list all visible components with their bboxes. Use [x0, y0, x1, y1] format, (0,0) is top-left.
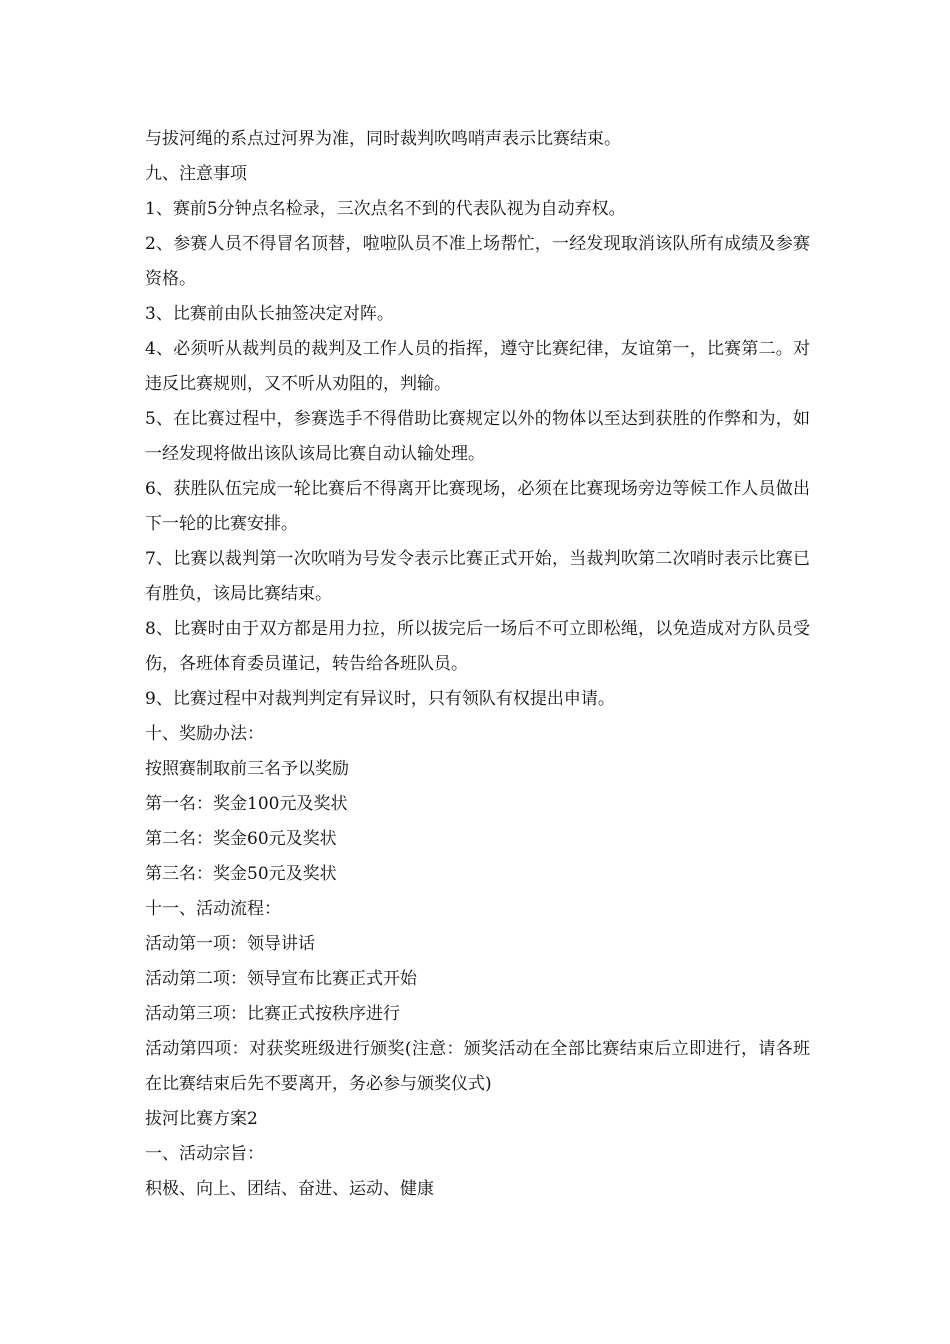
process-step-2: 活动第二项：领导宣布比赛正式开始 — [145, 969, 417, 989]
section-heading-purpose: 一、活动宗旨： — [145, 1144, 264, 1164]
note-item-5: 5、在比赛过程中，参赛选手不得借助比赛规定以外的物体以至达到获胜的作弊和为，如一经发现将做出该队该局比赛自动认输处理。 — [145, 409, 810, 464]
document-body — [145, 122, 810, 1207]
paragraph-rule-end-note: 与拔河绳的系点过河界为准，同时裁判吹鸣哨声表示比赛结束。 — [145, 129, 621, 149]
process-step-3: 活动第三项：比赛正式按秩序进行 — [145, 1004, 400, 1024]
note-item-7: 7、比赛以裁判第一次吹哨为号发令表示比赛正式开始，当裁判吹第二次哨时表示比赛已有胜负，该局比赛结束。 — [145, 549, 810, 604]
process-step-4: 活动第四项：对获奖班级进行颁奖(注意：颁奖活动在全部比赛结束后立即进行，请各班在比赛结束后先不要离开，务必参与颁奖仪式) — [145, 1039, 810, 1094]
section-heading-process: 十一、活动流程： — [145, 899, 281, 919]
process-step-1: 活动第一项：领导讲话 — [145, 934, 315, 954]
note-item-2: 2、参赛人员不得冒名顶替，啦啦队员不准上场帮忙，一经发现取消该队所有成绩及参赛资格。 — [145, 234, 810, 289]
section-heading-rewards: 十、奖励办法： — [145, 724, 264, 744]
purpose-text: 积极、向上、团结、奋进、运动、健康 — [145, 1179, 434, 1199]
note-item-6: 6、获胜队伍完成一轮比赛后不得离开比赛现场，必须在比赛现场旁边等候工作人员做出下一轮的比赛安排。 — [145, 479, 810, 534]
reward-second-place: 第二名：奖金60元及奖状 — [145, 829, 337, 849]
note-item-9: 9、比赛过程中对裁判判定有异议时，只有领队有权提出申请。 — [145, 689, 615, 709]
rewards-intro: 按照赛制取前三名予以奖励 — [145, 759, 349, 779]
note-item-4: 4、必须听从裁判员的裁判及工作人员的指挥，遵守比赛纪律，友谊第一，比赛第二。对违反比赛规则，又不听从劝阻的，判输。 — [145, 339, 810, 394]
plan-2-title: 拔河比赛方案2 — [145, 1109, 258, 1129]
reward-third-place: 第三名：奖金50元及奖状 — [145, 864, 337, 884]
note-item-1: 1、赛前5分钟点名检录，三次点名不到的代表队视为自动弃权。 — [145, 199, 626, 219]
note-item-8: 8、比赛时由于双方都是用力拉，所以拔完后一场后不可立即松绳，以免造成对方队员受伤，各班体育委员谨记，转告给各班队员。 — [145, 619, 810, 674]
note-item-3: 3、比赛前由队长抽签决定对阵。 — [145, 304, 394, 324]
reward-first-place: 第一名：奖金100元及奖状 — [145, 794, 348, 814]
section-heading-notes: 九、注意事项 — [145, 164, 247, 184]
